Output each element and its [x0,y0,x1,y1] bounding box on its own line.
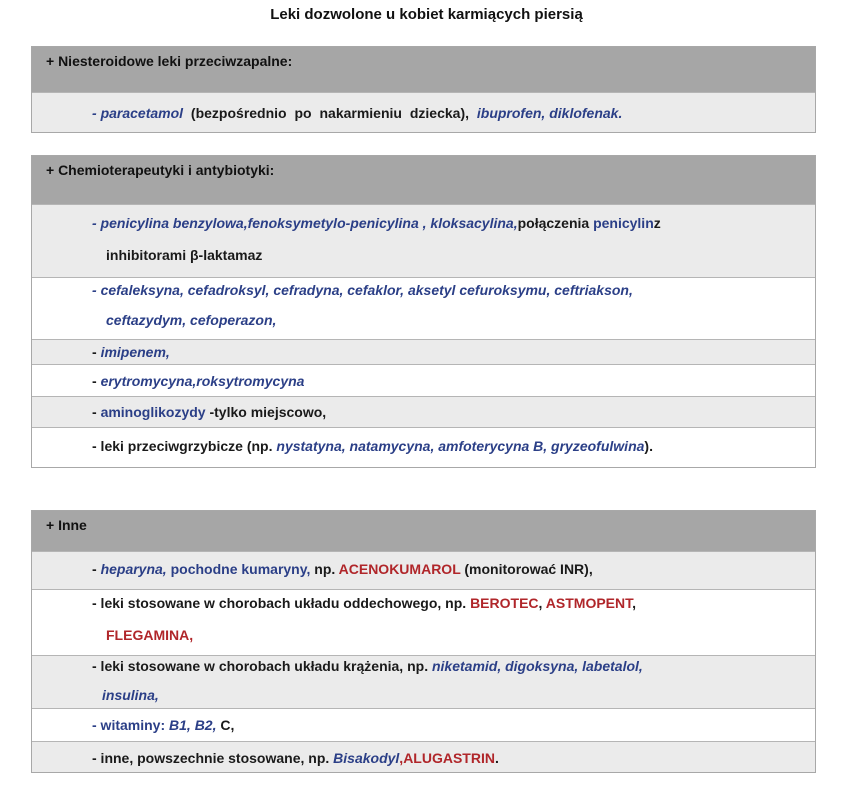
drug-name: ibuprofen, [476,105,546,121]
section-header: + Niesteroidowe leki przeciwzapalne: [32,47,815,92]
section-header: + Inne [32,511,815,551]
table-row: - leki stosowane w chorobach układu oddechowego, np. BEROTEC, ASTMOPENT, FLEGAMINA, [32,589,815,655]
drug-name: diklofenak [549,105,619,121]
table-row: - cefaleksyna, cefadroksyl, cefradyna, cefaklor, aksetyl cefuroksymu, ceftriakson, ceftazydym, cefoperazon, [32,277,815,339]
table-row: - penicylina benzylowa,fenoksymetylo-penicylina , kloksacylina,połączenia penicylinz inhibitorami β-laktamaz [32,204,815,277]
table-row: - leki przeciwgrzybicze (np. nystatyna, natamycyna, amfoterycyna B, gryzeofulwina). [32,427,815,467]
table-row: - erytromycyna,roksytromycyna [32,364,815,396]
table-row: - witaminy: B1, B2, C, [32,708,815,741]
page-title: Leki dozwolone u kobiet karmiących piersią [270,6,583,23]
table-row: - imipenem, [32,339,815,364]
table-row: - paracetamol (bezpośrednio po nakarmieniu dziecka), ibuprofen, diklofenak. [32,92,815,132]
table-row: - inne, powszechnie stosowane, np. Bisakodyl,ALUGASTRIN. [32,741,815,772]
section-antibiotics [31,155,816,468]
section-other [31,510,816,773]
table-row: - leki stosowane w chorobach układu krążenia, np. niketamid, digoksyna, labetalol, insulina, [32,655,815,708]
section-nsaids [31,46,816,133]
drug-name: paracetamol [100,105,184,121]
table-row: - aminoglikozydy -tylko miejscowo, [32,396,815,427]
section-header: + Chemioterapeutyki i antybiotyki: [32,156,815,204]
table-row: - heparyna, pochodne kumaryny, np. ACENOKUMAROL (monitorować INR), [32,551,815,589]
